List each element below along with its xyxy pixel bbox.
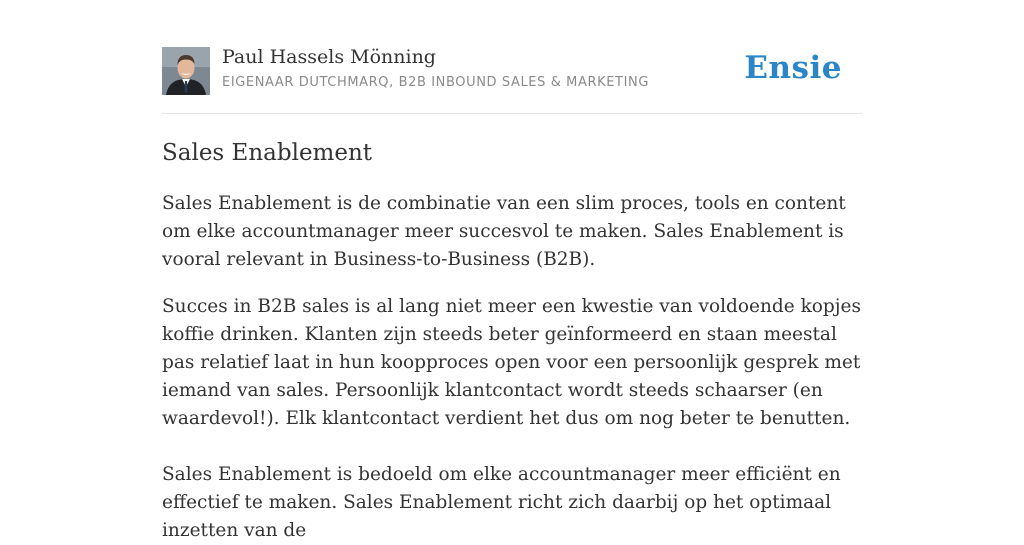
author-role: EIGENAAR DUTCHMARQ, B2B INBOUND SALES & MARKETING (222, 75, 650, 90)
author-avatar[interactable] (162, 47, 210, 95)
ensie-logo[interactable]: Ensie (744, 50, 842, 86)
article-paragraph-3: Sales Enablement is bedoeld om elke accountmanager meer efficiënt en effectief te maken. Sales Enablement richt zich daarbij op het optimaal inzetten van de (162, 464, 841, 541)
person-photo-icon (162, 47, 210, 95)
article-paragraph-2: Succes in B2B sales is al lang niet meer een kwestie van voldoende kopjes koffie drinken. Klanten zijn steeds beter geïnformeerd en staan meestal pas relatief laat in hun koopproces open voor een persoonlijk gesprek met iemand van sales. Persoonlijk klantcontact wordt steeds schaarser (en waardevol!). Elk klantcontact verdient het dus om nog beter te benutten. (162, 296, 861, 429)
article-container (162, 0, 862, 545)
author-name[interactable]: Paul Hassels Mönning (222, 46, 436, 68)
article-title: Sales Enablement (162, 140, 373, 166)
author-header (162, 0, 862, 114)
article-paragraph-1: Sales Enablement is de combinatie van een slim proces, tools en content om elke accountmanager meer succesvol te maken. Sales Enablement is vooral relevant in Business-to-Business (B2B). (162, 193, 846, 270)
